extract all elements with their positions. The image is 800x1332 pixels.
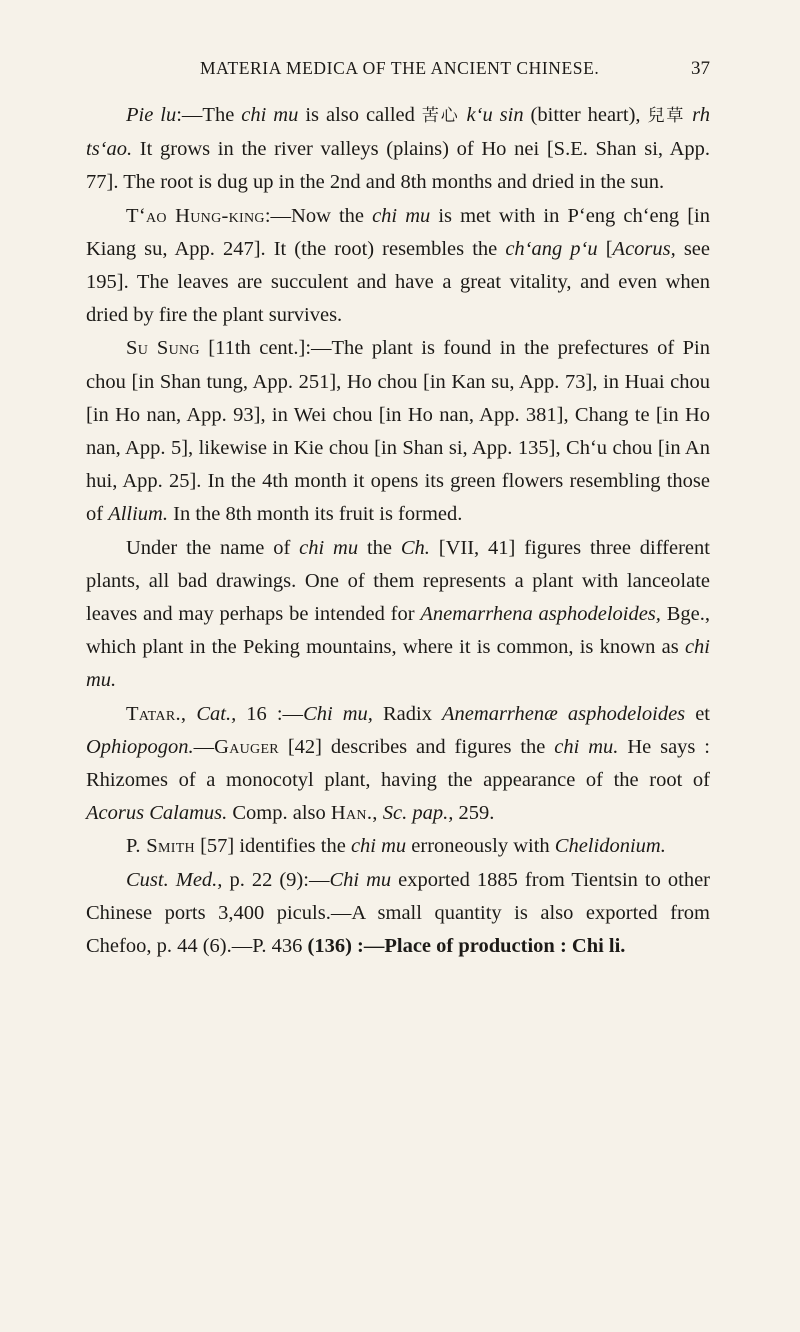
term: Anemarrhenæ asphodeloides (442, 702, 686, 725)
term: Anemarrhena asphodeloides, (420, 603, 661, 626)
text-run: It grows in the river valleys (plains) of Ho nei [S.E. Shan si, App. 77]. The root is dug up in the 2nd and 8th months and dried in the sun. (86, 138, 710, 194)
term: chi mu (241, 104, 299, 126)
term: Ophiopogon. (86, 735, 194, 758)
author-name: Gauger (214, 735, 279, 758)
running-head (86, 58, 710, 82)
body-text (86, 99, 710, 963)
text-run: [57] identifies the (194, 835, 351, 858)
term: Acorus, (612, 237, 676, 260)
term: Allium. (108, 503, 168, 526)
author-name: Tatar., (126, 702, 187, 725)
page-number: 37 (691, 58, 710, 79)
term: chi mu (372, 204, 431, 227)
text-run: [11th cent.]:—The plant is found in the prefectures of Pin chou [in Shan tung, App. 251], Ho chou [in Kan su, App. 73], in Huai chou [in Ho nan, App. 93], in Wei chou [in Ho nan, App. 381], Chang te [in Ho nan, App. 5], likewise in Kie chou [in Shan si, App. 135], Ch‘u chou [in An hui, App. 25]. In the 4th month it opens its green flowers resembling those of (86, 337, 710, 526)
term: k‘u sin (466, 104, 524, 126)
text-run: 259. (453, 802, 495, 825)
author-name: T‘ao Hung-king (126, 204, 265, 227)
term: chi mu. (554, 735, 619, 758)
term: chi mu (299, 536, 359, 559)
text-run: Comp. also (227, 802, 331, 825)
chinese-characters: 兒草 (647, 106, 686, 126)
term: ch‘ang p‘u (505, 237, 598, 260)
term: Cat., (196, 702, 237, 725)
author-name: Han., (330, 802, 378, 825)
text-run: :—The (176, 104, 242, 126)
text-run: et (685, 702, 711, 725)
term: Chelidonium. (554, 835, 666, 858)
paragraph-su-sung (86, 332, 710, 531)
source-name: Pie lu (126, 104, 177, 126)
text-run: — (193, 735, 215, 758)
paragraph-tao-hung-king (86, 200, 710, 333)
term: chi mu. (86, 636, 710, 692)
text-run (460, 104, 467, 126)
text-run-bold: (136) :—Place of production : Chi li. (307, 935, 626, 958)
chinese-characters: 苦心 (421, 106, 460, 126)
text-run: p. 22 (9):— (222, 868, 330, 891)
term: Chi mu (329, 868, 392, 891)
text-run: 16 :— (236, 702, 304, 725)
author-name: Su Sung (126, 337, 200, 360)
text-run: Radix (372, 702, 443, 725)
text-run: Bge., which plant in the Peking mountains, where it is common, is known as (86, 603, 710, 659)
running-title: MATERIA MEDICA OF THE ANCIENT CHINESE. (200, 58, 600, 78)
text-run: In the 8th month its fruit is formed. (168, 503, 463, 526)
text-run: (bitter heart), (523, 104, 648, 126)
author-name: P. Smith (126, 835, 195, 858)
text-run: exported 1885 from Tientsin to other Chinese ports 3,400 piculs.—A small quantity is also exported from Chefoo, p. 44 (6).—P. 436 (86, 868, 710, 958)
paragraph-p-smith (86, 830, 710, 863)
paragraph-tatar (86, 698, 710, 831)
term: Chi mu, (303, 702, 373, 725)
term: Sc. pap., (382, 802, 454, 825)
term: Ch. (400, 536, 430, 559)
term: Acorus Calamus. (86, 802, 228, 825)
paragraph-cust-med (86, 864, 710, 964)
term: Cust. Med., (126, 868, 223, 891)
term: chi mu (350, 835, 407, 858)
text-run (186, 703, 196, 725)
term: rh ts‘ao. (86, 104, 711, 161)
text-run: [VII, 41] figures three different plants, all bad drawings. One of them represents a plant with lanceolate leaves and may perhaps be intended for (86, 536, 710, 626)
text-run: Under the name of (126, 536, 300, 559)
text-run: see 195]. The leaves are succulent and have a great vitality, and even when dried by fire the plant survives. (86, 237, 710, 327)
text-run: erroneously with (406, 835, 555, 858)
text-run: He says : Rhizomes of a monocotyl plant, having the appearance of the root of (86, 735, 710, 792)
text-run: is met with in P‘eng ch‘eng [in Kiang su, App. 247]. It (the root) resembles the (86, 204, 710, 260)
text-run: is also called (298, 104, 422, 126)
text-run: [42] describes and figures the (278, 735, 555, 758)
paragraph-ch-figures (86, 532, 710, 698)
paragraph-pie-lu (86, 99, 710, 200)
text-run: [ (597, 237, 613, 260)
text-run: :—Now the (264, 204, 373, 227)
text-run: the (358, 536, 401, 559)
